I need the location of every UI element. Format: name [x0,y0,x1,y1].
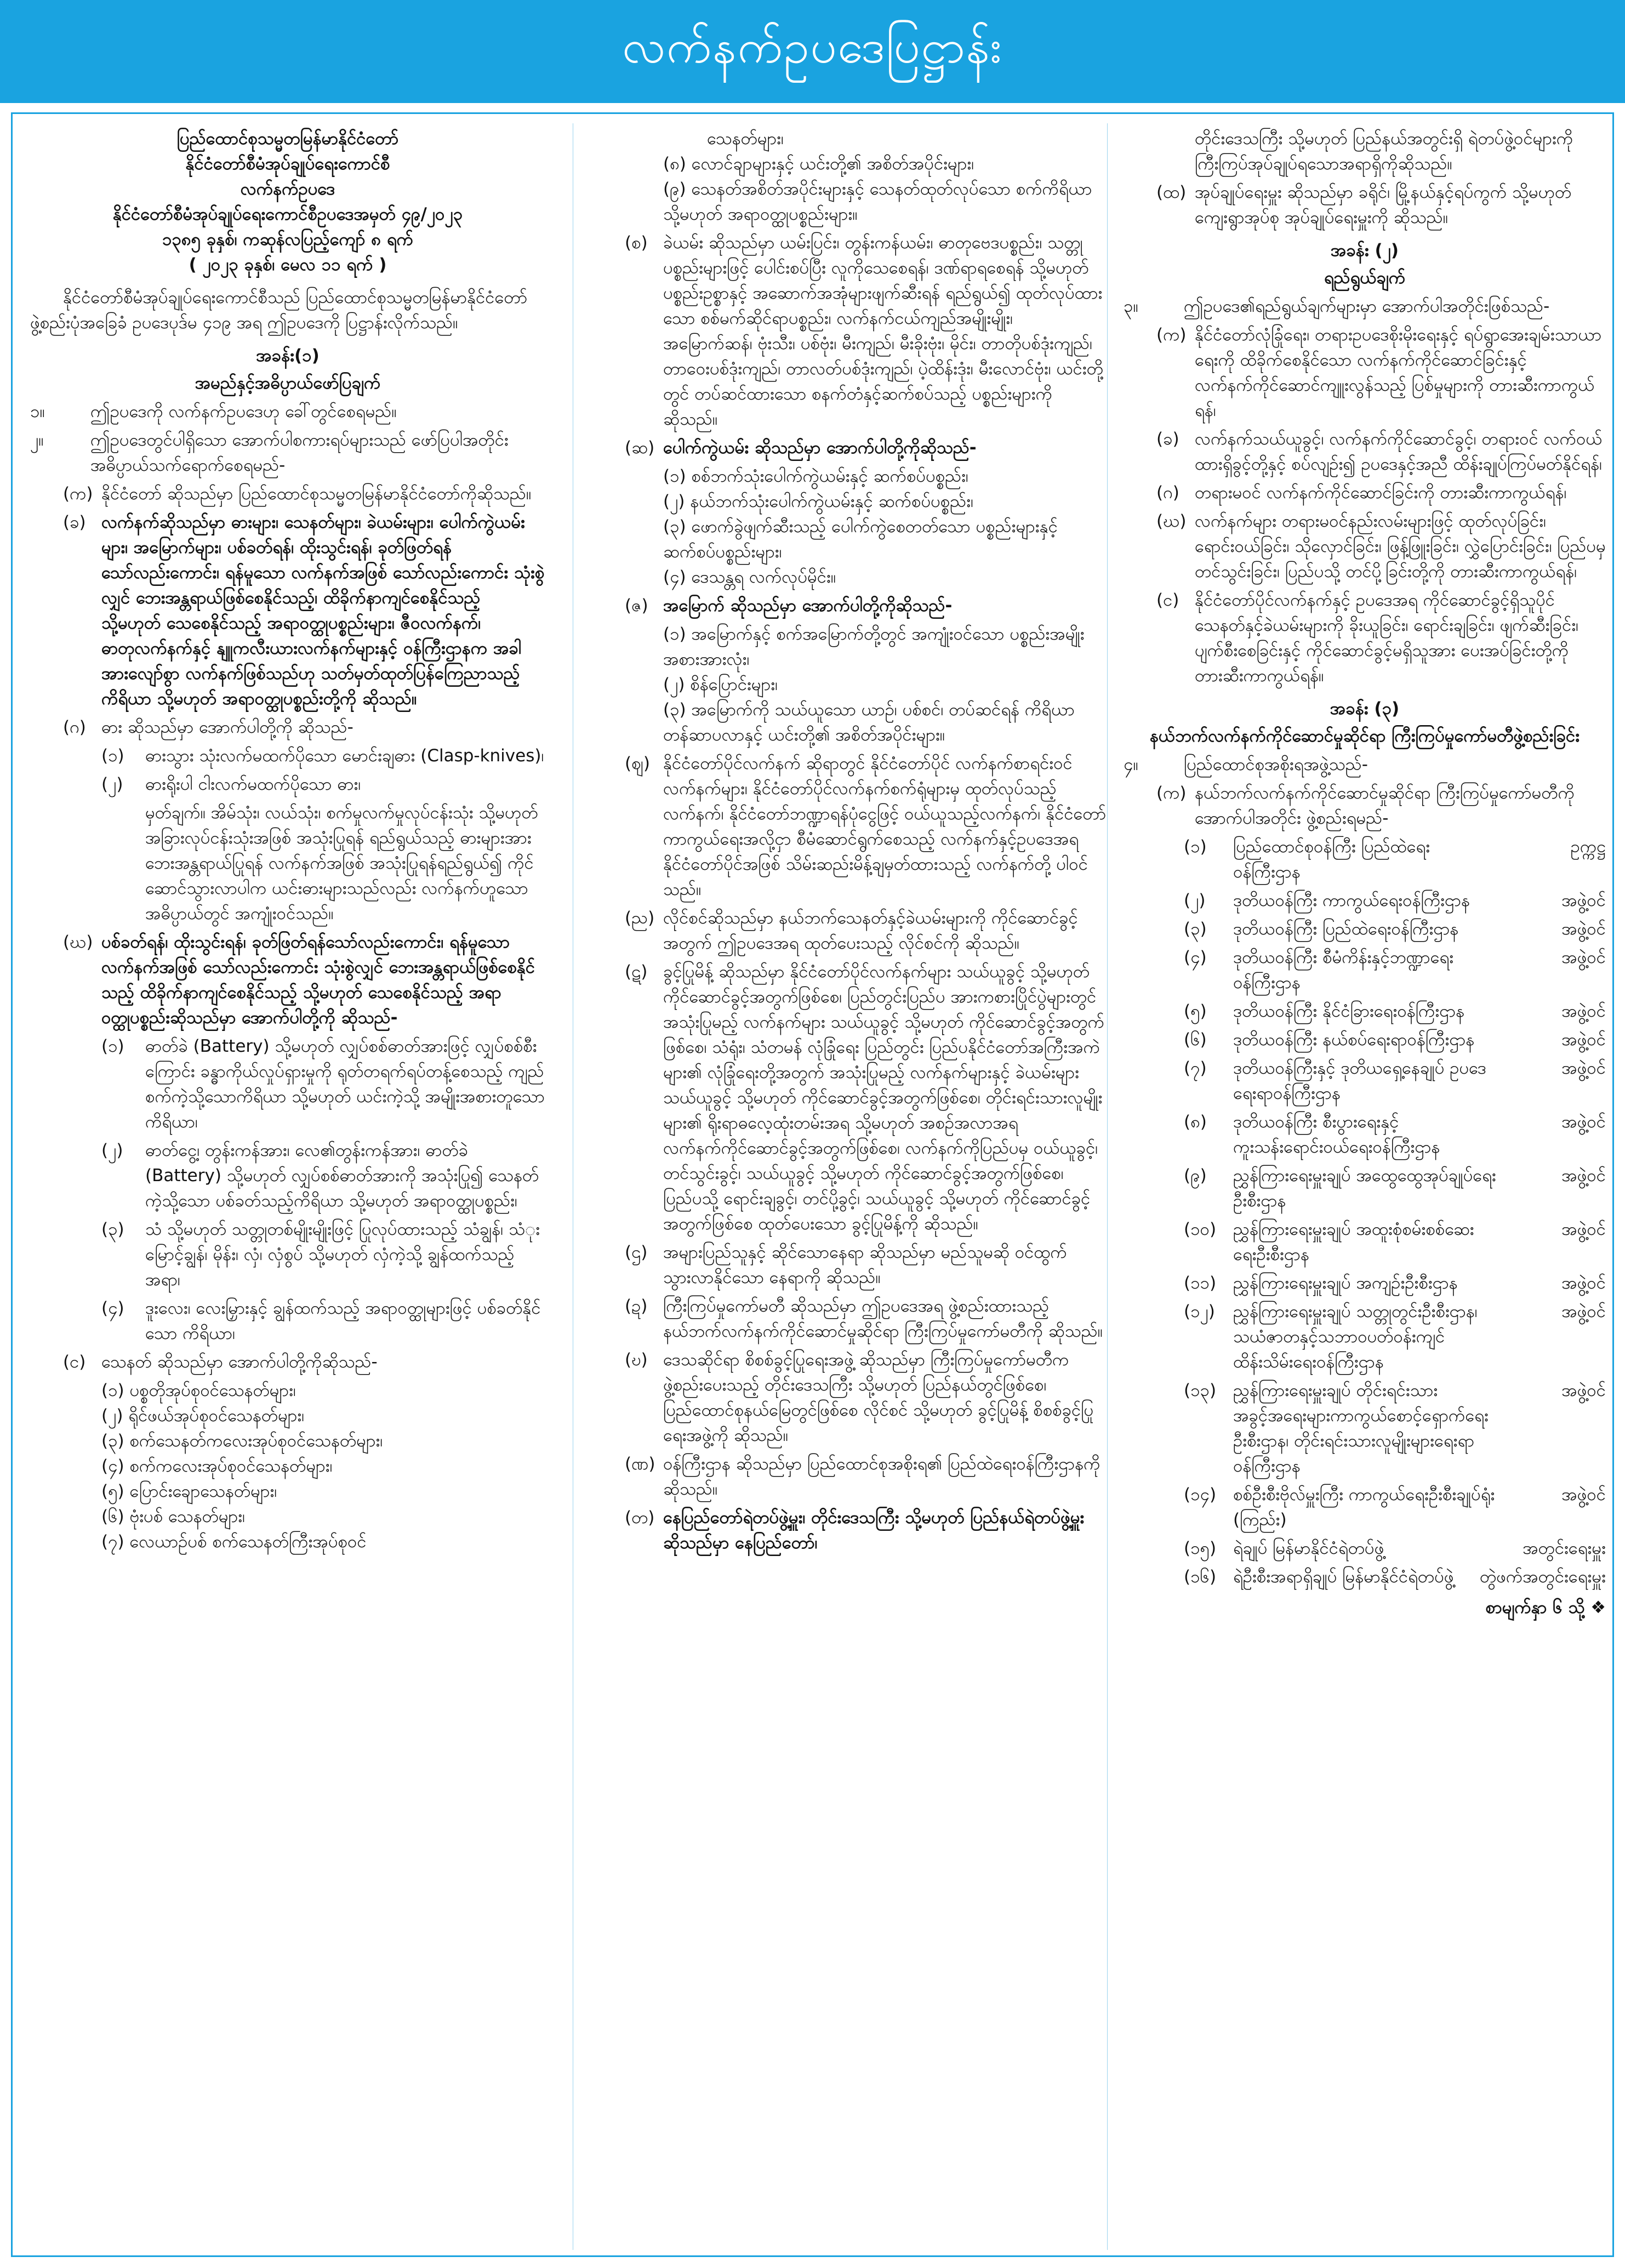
member-role: ဥက္ကဋ္ဌ [1570,837,1606,857]
member-number: (၁၅) [1184,1538,1217,1558]
member-number: (၂) [1184,891,1206,910]
member-name: ဒုတိယဝန်ကြီး ကာကွယ်ရေးဝန်ကြီးဌာန [1233,891,1470,910]
member-number: (၄) [1184,948,1207,967]
clause: (ခ) လက်နက်သယ်ယူခွင့်၊ လက်နက်ကိုင်ဆောင်ခွင့်၊ တရားဝင် လက်ဝယ်ထားရှိခွင့်တို့နှင့် စပ်လျဉ်း၍ ဥပဒေနှင့်အညီ ထိန်းချုပ်ကြပ်မတ်နိုင်ရန်၊ [1156,429,1603,474]
committee-member [1124,1163,1606,1213]
member-role: အဖွဲ့ဝင် [1561,1273,1606,1293]
clause: (ခ) လက်နက်ဆိုသည်မှာ ဓားများ၊ သေနတ်များ၊ ခဲယမ်းများ၊ ပေါက်ကွဲယမ်းများ၊ အမြောက်များ၊ ပစ်ခတ်ရန်၊ ထိုးသွင်းရန်၊ ခုတ်ဖြတ်ရန်သော်လည်းကောင်း၊ ရန်မူသော လက်နက်အဖြစ် သော်လည်းကောင်း သုံးစွဲလျှင် ဘေးအန္တရာယ်ဖြစ်စေနိုင်သည့်၊ ထိခိုက်နာကျင်စေနိုင်သည့် သို့မဟုတ် သေစေနိုင်သည့် အရာဝတ္ထုပစ္စည်းများ၊ ဇီဝလက်နက်၊ ဓာတုလက်နက်နှင့် နျူကလီးယားလက်နက်များနှင့် ဝန်ကြီးဌာနက အခါအားလျော်စွာ လက်နက်ဖြစ်သည်ဟု သတ်မှတ်ထုတ်ပြန်ကြေညာသည့် ကိရိယာ သို့မဟုတ် အရာဝတ္ထုပစ္စည်းတို့ကို ဆိုသည်။ [63,512,545,709]
committee-member [1124,1536,1606,1561]
member-name: ဒုတိယဝန်ကြီး နယ်စပ်ရေးရာဝန်ကြီးဌာန [1233,1030,1475,1050]
member-number: (၁၃) [1184,1381,1217,1400]
member-role: အဖွဲ့ဝင် [1561,1112,1606,1132]
sub-clause: (၄) စက်ကလေးအုပ်စုဝင်သေနတ်များ၊ [101,1456,333,1476]
committee-member [1124,999,1606,1024]
clause: (ဃ) ပစ်ခတ်ရန်၊ ထိုးသွင်းရန်၊ ခုတ်ဖြတ်ရန်သော်လည်းကောင်း၊ ရန်မူသော လက်နက်အဖြစ် သော်လည်းကောင်း သုံးစွဲလျှင် ဘေးအန္တရာယ်ဖြစ်စေနိုင်သည့် ထိခိုက်နာကျင်စေနိုင်သည့် သို့မဟုတ် သေစေနိုင်သည့် အရာဝတ္ထုပစ္စည်းဆိုသည်မှာ အောက်ပါတို့ကို ဆိုသည်- [63,932,535,1028]
clause: (ထ) အုပ်ချုပ်ရေးမှူး ဆိုသည်မှာ ခရိုင်၊ မြို့နယ်နှင့်ရပ်ကွက် သို့မဟုတ် ကျေးရွာအုပ်စု အုပ်ချုပ်ရေးမှူးကို ဆိုသည်။ [1156,183,1572,227]
member-number: (၇) [1184,1058,1207,1078]
header-line: နိုင်ငံတော်စီမံအုပ်ချုပ်ရေးကောင်စီဥပဒေအမှတ် ၄၉/၂၀၂၃ [112,204,463,224]
clause: (ဇ) အမြောက် ဆိုသည်မှာ အောက်ပါတို့ကိုဆိုသည်- [625,596,953,616]
clause: (က) နယ်ဘက်လက်နက်ကိုင်ဆောင်မှုဆိုင်ရာ ကြီးကြပ်မှုကော်မတီကို အောက်ပါအတိုင်း ဖွဲ့စည်းရမည်- [1156,783,1575,828]
clause: (င) နိုင်ငံတော်ပိုင်လက်နက်နှင့် ဥပဒေအရ ကိုင်ဆောင်ခွင့်ရှိသူပိုင် သေနတ်နှင့်ခဲယမ်းများကို ခိုးယူခြင်း၊ ရောင်းချခြင်း၊ ဖျက်ဆီးခြင်း၊ ပျက်စီးစေခြင်းနှင့် ကိုင်ဆောင်ခွင့်မရှိသူအား ပေးအပ်ခြင်းတို့ကို တားဆီးကာကွယ်ရန်။ [1156,590,1579,686]
clause: (ဎ) ဒေသဆိုင်ရာ စိစစ်ခွင့်ပြုရေးအဖွဲ့ ဆိုသည်မှာ ကြီးကြပ်မှုကော်မတီက ဖွဲ့စည်းပေးသည့် တိုင်းဒေသကြီး သို့မဟုတ် ပြည်နယ်တွင်ဖြစ်စေ၊ ပြည်ထောင်စုနယ်မြေတွင်ဖြစ်စေ လိုင်စင် သို့မဟုတ် ခွင့်ပြုမိန့် စိစစ်ခွင့်ပြုရေးအဖွဲ့ကို ဆိုသည်။ [625,1350,1094,1445]
clause: (င) သေနတ် ဆိုသည်မှာ အောက်ပါတို့ကိုဆိုသည်- [63,1352,378,1372]
sub-clause: (၂) ဓားရိုးပါ ငါးလက်မထက်ပိုသော ဓား၊ [101,774,361,794]
clause: (က) နိုင်ငံတော် ဆိုသည်မှာ ပြည်ထောင်စုသမ္မတမြန်မာနိုင်ငံတော်ကိုဆိုသည်။ [63,484,532,504]
clause: (တ) နေပြည်တော်ရဲတပ်ဖွဲ့မှူး၊ တိုင်းဒေသကြီး သို့မဟုတ် ပြည်နယ်ရဲတပ်ဖွဲ့မှူး ဆိုသည်မှာ နေပြည်တော်၊ [625,1508,1085,1553]
committee-member [1124,916,1606,942]
clause: (စ) ခဲယမ်း ဆိုသည်မှာ ယမ်းပြင်း၊ တွန်းကန်ယမ်း၊ ဓာတုဗေဒပစ္စည်း၊ သတ္တုပစ္စည်းများဖြင့် ပေါင်းစပ်ပြီး လူကိုသေစေရန်၊ ဒဏ်ရာရစေရန် သို့မဟုတ် ပစ္စည်းဥစ္စာနှင့် အဆောက်အအုံများဖျက်ဆီးရန် ရည်ရွယ်၍ ထုတ်လုပ်ထားသော စစ်မက်ဆိုင်ရာပစ္စည်း၊ လက်နက်ငယ်ကျည်အမျိုးမျိုး၊ အမြောက်ဆန်၊ ဗုံးသီး၊ ပစ်ဗုံး၊ မီးကျည်၊ မီးခိုးဗုံး၊ မိုင်း၊ တာတိုပစ်ဒုံးကျည်၊ တာဝေးပစ်ဒုံးကျည်၊ တာလတ်ပစ်ဒုံးကျည်၊ ပဲ့ထိန်းဒုံး၊ မီးလောင်ဗုံး၊ ယင်းတို့တွင် တပ်ဆင်ထားသော စနက်တံနှင့်ဆက်စပ်သည့် ပစ္စည်းများကို ဆိုသည်။ [625,233,1103,429]
member-number: (၁၄) [1184,1485,1217,1505]
note: မှတ်ချက်။ အိမ်သုံး၊ လယ်သုံး၊ စက်မှုလက်မှုလုပ်ငန်းသုံး သို့မဟုတ် အခြားလုပ်ငန်းသုံးအဖြစ် အသုံးပြုရန် ရည်ရွယ်သည့် ဓားများအား ဘေးအန္တရာယ်ပြုရန် လက်နက်အဖြစ် အသုံးပြုရန်ရည်ရွယ်၍ ကိုင်ဆောင်သွားလာပါက ယင်းဓားများသည်လည်း လက်နက်ဟူသော အဓိပ္ပာယ်တွင် အကျုံးဝင်သည်။ [145,803,538,924]
header-line: လက်နက်ဥပဒေ [240,179,335,199]
committee-member [1124,1270,1606,1296]
member-role: အဖွဲ့ဝင် [1561,1302,1606,1321]
banner [0,0,1625,103]
sub-clause: (၁) စစ်ဘက်သုံးပေါက်ကွဲယမ်းနှင့် ဆက်စပ်ပစ္စည်း၊ [663,466,968,486]
section: ၂။ ဤဥပဒေတွင်ပါရှိသော အောက်ပါစကားရပ်များသည် ဖော်ပြပါအတိုင်း အဓိပ္ပာယ်သက်ရောက်စေရမည်- [30,430,509,475]
committee-member [1124,1299,1606,1375]
member-role: တွဲဖက်အတွင်းရေးမှူး [1479,1567,1606,1587]
member-number: (၃) [1184,919,1207,939]
chapter-heading: အခန်း (၂) [1330,241,1399,260]
member-role: အဖွဲ့ဝင် [1561,948,1606,967]
continued-text: တိုင်းဒေသကြီး သို့မဟုတ် ပြည်နယ်အတွင်းရှိ ရဲတပ်ဖွဲ့ဝင်များကို ကြီးကြပ်အုပ်ချုပ်ရသောအရာရှိကိုဆိုသည်။ [1195,129,1573,174]
member-name: ဒုတိယဝန်ကြီး စီးပွားရေးနှင့် ကူးသန်းရောင်းဝယ်ရေးဝန်ကြီးဌာန [1233,1112,1440,1157]
member-role: အဖွဲ့ဝင် [1561,1220,1606,1239]
sub-clause: (၄) ဒေသန္တရ လက်လုပ်မိုင်း။ [663,567,836,587]
member-name: ညွှန်ကြားရေးမှူးချုပ် အထူးစုံစမ်းစစ်ဆေးရေးဦးစီးဌာန [1233,1220,1474,1264]
committee-member [1124,1217,1606,1267]
member-name: ညွှန်ကြားရေးမှူးချုပ် တိုင်းရင်းသားအခွင့်အရေးများကာကွယ်စောင့်ရှောက်ရေး ဦးစီးဌာန၊ တိုင်းရင်းသားလူမျိုးများရေးရာဝန်ကြီးဌာန [1233,1381,1489,1476]
sub-clause: (၃) အမြောက်ကို သယ်ယူသော ယာဉ်၊ ပစ်စင်၊ တပ်ဆင်ရန် ကိရိယာတန်ဆာပလာနှင့် ယင်းတို့၏ အစိတ်အပိုင်းများ။ [663,700,1075,745]
member-name: ညွှန်ကြားရေးမှူးချုပ် သတ္တုတွင်းဦးစီးဌာန၊ သယံဇာတနှင့်သဘာဝပတ်ဝန်းကျင် ထိန်းသိမ်းရေးဝန်ကြီးဌာန [1233,1302,1478,1372]
member-name: ရဲချုပ် မြန်မာနိုင်ငံရဲတပ်ဖွဲ့ [1233,1538,1384,1558]
continued-text: သေနတ်များ၊ [707,129,784,149]
member-number: (၅) [1184,1001,1207,1021]
section: ၃။ ဤဥပဒေ၏ရည်ရွယ်ချက်များမှာ အောက်ပါအတိုင်းဖြစ်သည်- [1124,297,1550,316]
member-role: အဖွဲ့ဝင် [1561,1166,1606,1186]
committee-member [1124,1056,1606,1106]
member-number: (၁၁) [1184,1273,1217,1293]
banner-title: လက်နက်ဥပဒေပြဋ္ဌာန်း [622,20,1003,73]
sub-clause: (၂) ရိုင်ဖယ်အုပ်စုဝင်သေနတ်များ၊ [101,1406,305,1426]
chapter-heading: အခန်း(၁) [256,346,320,366]
column-divider [1107,123,1108,2250]
clause: (ဏ) ဝန်ကြီးဌာန ဆိုသည်မှာ ပြည်ထောင်စုအစိုးရ၏ ပြည်ထဲရေးဝန်ကြီးဌာနကို ဆိုသည်။ [625,1454,1101,1499]
member-role: အဖွဲ့ဝင် [1561,891,1606,910]
committee-member [1124,1564,1606,1589]
member-name: ရဲဦးစီးအရာရှိချုပ် မြန်မာနိုင်ငံရဲတပ်ဖွဲ့ [1233,1567,1454,1587]
chapter-heading: အခန်း (၃) [1330,699,1400,719]
clause: (ဂ) ဓား ဆိုသည်မှာ အောက်ပါတို့ကို ဆိုသည်- [63,717,353,737]
sub-clause: (၃) ဖောက်ခွဲဖျက်ဆီးသည့် ပေါက်ကွဲစေတတ်သော ပစ္စည်းများနှင့် ဆက်စပ်ပစ္စည်းများ၊ [663,517,1058,562]
sub-clause: (၉) သေနတ်အစိတ်အပိုင်းများနှင့် သေနတ်ထုတ်လုပ်သော စက်ကိရိယာ သို့မဟုတ် အရာဝတ္ထုပစ္စည်းများ။ [663,179,1092,224]
clause: (ဂ) တရားမဝင် လက်နက်ကိုင်ဆောင်ခြင်းကို တားဆီးကာကွယ်ရန်၊ [1156,483,1567,503]
continued-note: စာမျက်နှာ ၆ သို့ ❖ [1485,1598,1606,1617]
header-line: ပြည်ထောင်စုသမ္မတမြန်မာနိုင်ငံတော် [176,129,399,149]
committee-member [1124,1482,1606,1532]
committee-member [1124,1109,1606,1160]
member-number: (၁) [1184,837,1207,857]
sub-clause: (၈) လောင်ချာများနှင့် ယင်းတို့၏ အစိတ်အပိုင်းများ၊ [663,154,974,174]
member-number: (၁၀) [1184,1220,1217,1239]
sub-clause: (၅) ပြောင်းချောသေနတ်များ၊ [101,1481,277,1501]
committee-member-list [1124,834,1606,1589]
sub-clause: (၁) ဓာတ်ခဲ (Battery) သို့မဟုတ် လျှပ်စစ်ဓာတ်အားဖြင့် လျှပ်စစ်စီးကြောင်း ခန္ဓာကိုယ်လှုပ်ရှားမှုကို ရုတ်တရက်ရပ်တန့်စေသည့် ကျည်စက်ကဲ့သို့သောကိရိယာ သို့မဟုတ် ယင်းကဲ့သို့ အမျိုးအစားတူသောကိရိယာ၊ [101,1036,545,1132]
clause: (ဌ) အများပြည်သူနှင့် ဆိုင်သောနေရာ ဆိုသည်မှာ မည်သူမဆို ဝင်ထွက်သွားလာနိုင်သော နေရာကို ဆိုသည်။ [625,1243,1067,1287]
sub-clause: (၁) ပစ္စတိုအုပ်စုဝင်သေနတ်များ၊ [101,1381,296,1400]
sub-clause: (၁) ဓားသွား သုံးလက်မထက်ပိုသော မောင်းချဓား (Clasp-knives)၊ [101,746,544,766]
sub-clause: (၃) သံ သို့မဟုတ် သတ္တုတစ်မျိုးမျိုးဖြင့် ပြုလုပ်ထားသည့် သံချွန်၊ သံုးမြောင့်ချွန်၊ မိုန်း၊ လှံ၊ လှံစွပ် သို့မဟုတ် လှံကဲ့သို့ ချွန်ထက်သည့်အရာ၊ [101,1220,540,1290]
member-name: စစ်ဦးစီးဗိုလ်မှူးကြီး ကာကွယ်ရေးဦးစီးချုပ်ရုံး (ကြည်း) [1233,1485,1495,1530]
sub-clause: (၄) ဒူးလေး၊ လေးမြှားနှင့် ချွန်ထက်သည့် အရာဝတ္ထုများဖြင့် ပစ်ခတ်နိုင်သော ကိရိယာ၊ [101,1298,541,1343]
clause: (က) နိုင်ငံတော်လုံခြုံရေး၊ တရားဥပဒေစိုးမိုးရေးနှင့် ရပ်ရွာအေးချမ်းသာယာရေးကို ထိခိုက်စေနိုင်သော လက်နက်ကိုင်ဆောင်ခြင်းနှင့် လက်နက်ကိုင်ဆောင်ကျူးလွန်သည့် ပြစ်မှုများကို တားဆီးကာကွယ်ရန်၊ [1156,325,1602,420]
member-role: အဖွဲ့ဝင် [1561,1381,1606,1400]
sub-clause: (၂) ဓာတ်ငွေ့၊ တွန်းကန်အား၊ လေ၏တွန်းကန်အား၊ ဓာတ်ခဲ (Battery) သို့မဟုတ် လျှပ်စစ်ဓာတ်အားကို အသုံးပြု၍ သေနတ်ကဲ့သို့သော ပစ်ခတ်သည့်ကိရိယာ သို့မဟုတ် အရာဝတ္ထုပစ္စည်း၊ [101,1141,539,1211]
member-role: အဖွဲ့ဝင် [1561,1058,1606,1078]
column-1 [30,126,545,1554]
clause: (ဃ) လက်နက်များ တရားမဝင်နည်းလမ်းများဖြင့် ထုတ်လုပ်ခြင်း၊ ရောင်းဝယ်ခြင်း၊ သိုလှောင်ခြင်း၊ ဖြန့်ဖြူးခြင်း၊ လွှဲပြောင်းခြင်း၊ ပြည်ပမှတင်သွင်းခြင်း၊ ပြည်ပသို့ တင်ပို့ခြင်းတို့ကို တားဆီးကာကွယ်ရန်၊ [1156,511,1606,582]
committee-member [1124,834,1606,885]
sub-clause: (၁) အမြောက်နှင့် စက်အမြောက်တို့တွင် အကျုံးဝင်သော ပစ္စည်းအမျိုးအစားအားလုံး၊ [663,624,1085,669]
sub-clause: (၂) နယ်ဘက်သုံးပေါက်ကွဲယမ်းနှင့် ဆက်စပ်ပစ္စည်း၊ [663,492,973,511]
member-name: ဒုတိယဝန်ကြီး ပြည်ထဲရေးဝန်ကြီးဌာန [1233,919,1459,939]
header-line: နိုင်ငံတော်စီမံအုပ်ချုပ်ရေးကောင်စီ [185,154,390,174]
member-role: အဖွဲ့ဝင် [1561,1001,1606,1021]
column-2 [592,126,1107,1559]
intro-paragraph: နိုင်ငံတော်စီမံအုပ်ချုပ်ရေးကောင်စီသည် ပြည်ထောင်စုသမ္မတမြန်မာနိုင်ငံတော်ဖွဲ့စည်းပုံအခြေခံ ဥပဒေပုဒ်မ ၄၁၉ အရ ဤဥပဒေကို ပြဋ္ဌာန်းလိုက်သည်။ [30,288,528,333]
header-line: ၁၃၈၅ ခုနှစ်၊ ကဆုန်လပြည့်ကျော် ၈ ရက် [162,230,413,249]
header-line: ( ၂၀၂၃ ခုနှစ်၊ မေလ ၁၁ ရက် ) [189,255,387,275]
chapter-title: ရည်ရွယ်ချက် [1324,268,1406,288]
clause: (ဆ) ပေါက်ကွဲယမ်း ဆိုသည်မှာ အောက်ပါတို့ကိုဆိုသည်- [625,438,977,458]
section: ၁။ ဤဥပဒေကို လက်နက်ဥပဒေဟု ခေါ်တွင်စေရမည်။ [30,402,397,421]
member-name: ဒုတိယဝန်ကြီးနှင့် ဒုတိယရှေ့နေချုပ် ဥပဒေရေးရာဝန်ကြီးဌာန [1233,1058,1486,1103]
sub-clause: (၂) စိန်ပြောင်းများ၊ [663,675,778,694]
member-role: အဖွဲ့ဝင် [1561,1030,1606,1050]
clause: (ည) လိုင်စင်ဆိုသည်မှာ နယ်ဘက်သေနတ်နှင့်ခဲယမ်းများကို ကိုင်ဆောင်ခွင့်အတွက် ဤဥပဒေအရ ထုတ်ပေးသည့် လိုင်စင်ကို ဆိုသည်။ [625,908,1078,953]
committee-member [1124,1378,1606,1479]
member-number: (၉) [1184,1166,1207,1186]
member-name: ဒုတိယဝန်ကြီး စီမံကိန်းနှင့်ဘဏ္ဍာရေးဝန်ကြီးဌာန [1233,948,1454,993]
clause: (ဈ) နိုင်ငံတော်ပိုင်လက်နက် ဆိုရာတွင် နိုင်ငံတော်ပိုင် လက်နက်စာရင်းဝင် လက်နက်များ၊ နိုင်ငံတော်ပိုင်လက်နက်စက်ရုံများမှ ထုတ်လုပ်သည့်လက်နက်၊ နိုင်ငံတော်ဘဏ္ဍာရန်ပုံငွေဖြင့် ဝယ်ယူသည့်လက်နက်၊ နိုင်ငံတော်ကာကွယ်ရေးအလို့ငှာ စီမံဆောင်ရွက်စေသည့် လက်နက်နှင့်ဥပဒေအရ နိုင်ငံတော်ပိုင်အဖြစ် သိမ်းဆည်းမိန့်ချမှတ်ထားသည့် လက်နက်တို့ ပါဝင်သည်။ [625,754,1107,899]
member-name: ပြည်ထောင်စုဝန်ကြီး ပြည်ထဲရေးဝန်ကြီးဌာန [1233,837,1430,882]
member-name: ဒုတိယဝန်ကြီး နိုင်ငံခြားရေးဝန်ကြီးဌာန [1233,1001,1465,1021]
member-number: (၁၆) [1184,1567,1217,1587]
member-number: (၈) [1184,1112,1207,1132]
sub-clause: (၃) စက်သေနတ်ကလေးအုပ်စုဝင်သေနတ်များ၊ [101,1431,383,1451]
member-name: ညွှန်ကြားရေးမှူးချုပ် အကျဉ်းဦးစီးဌာန [1233,1273,1458,1293]
section: ၄။ ပြည်ထောင်စုအစိုးရအဖွဲ့သည်- [1124,755,1368,774]
committee-member [1124,1027,1606,1052]
chapter-title: နယ်ဘက်လက်နက်ကိုင်ဆောင်မှုဆိုင်ရာ ကြီးကြပ်မှုကော်မတီဖွဲ့စည်းခြင်း [1149,726,1580,746]
clause: (ဍ) ကြီးကြပ်မှုကော်မတီ ဆိုသည်မှာ ဤဥပဒေအရ ဖွဲ့စည်းထားသည့် နယ်ဘက်လက်နက်ကိုင်ဆောင်မှုဆိုင်ရာ ကြီးကြပ်မှုကော်မတီကို ဆိုသည်။ [625,1296,1103,1341]
committee-member [1124,888,1606,913]
member-role: အဖွဲ့ဝင် [1561,1485,1606,1505]
committee-member [1124,945,1606,995]
member-number: (၁၂) [1184,1302,1215,1321]
member-name: ညွှန်ကြားရေးမှူးချုပ် အထွေထွေအုပ်ချုပ်ရေးဦးစီးဌာန [1233,1166,1496,1211]
member-role: အတွင်းရေးမှူး [1523,1538,1606,1558]
sub-clause: (၆) ဗုံးပစ် သေနတ်များ၊ [101,1507,245,1526]
chapter-title: အမည်နှင့်အဓိပ္ပာယ်ဖော်ပြချက် [195,373,381,393]
member-role: အဖွဲ့ဝင် [1561,919,1606,939]
clause: (ဋ) ခွင့်ပြုမိန့် ဆိုသည်မှာ နိုင်ငံတော်ပိုင်လက်နက်များ သယ်ယူခွင့် သို့မဟုတ် ကိုင်ဆောင်ခွင့်အတွက်ဖြစ်စေ၊ ပြည်တွင်းပြည်ပ အားကစားပြိုင်ပွဲများတွင် အသုံးပြုမည့် လက်နက်များ သယ်ယူခွင့် သို့မဟုတ် ကိုင်ဆောင်ခွင့်အတွက်ဖြစ်စေ၊ သံရုံး၊ သံတမန် လုံခြုံရေး ပြည်တွင်း ပြည်ပနိုင်ငံတော်အကြီးအကဲများ၏ လုံခြုံရေးတို့အတွက် အသုံးပြုမည့် လက်နက်များနှင့် ခဲယမ်းများ သယ်ယူခွင့် သို့မဟုတ် ကိုင်ဆောင်ခွင့်အတွက်ဖြစ်စေ၊ တိုင်းရင်းသားလူမျိုးများ၏ ရိုးရာဓလေ့ထုံးတမ်းအရ သို့မဟုတ် အစဉ်အလာအရ လက်နက်ကိုင်ဆောင်ခွင့်အတွက်ဖြစ်စေ၊ လက်နက်ကိုပြည်ပမှ ဝယ်ယူခွင့်၊ တင်သွင်းခွင့်၊ သယ်ယူခွင့် သို့မဟုတ် ကိုင်ဆောင်ခွင့်အတွက်ဖြစ်စေ၊ ပြည်ပသို့ ရောင်းချခွင့်၊ တင်ပို့ခွင့်၊ သယ်ယူခွင့် သို့မဟုတ် ကိုင်ဆောင်ခွင့်အတွက်ဖြစ်စေ ထုတ်ပေးသော ခွင့်ပြုမိန့်ကို ဆိုသည်။ [625,962,1104,1234]
sub-clause: (၇) လေယာဉ်ပစ် စက်သေနတ်ကြီးအုပ်စုဝင် [101,1532,367,1552]
member-number: (၆) [1184,1030,1207,1050]
column-3 [1124,126,1606,1620]
